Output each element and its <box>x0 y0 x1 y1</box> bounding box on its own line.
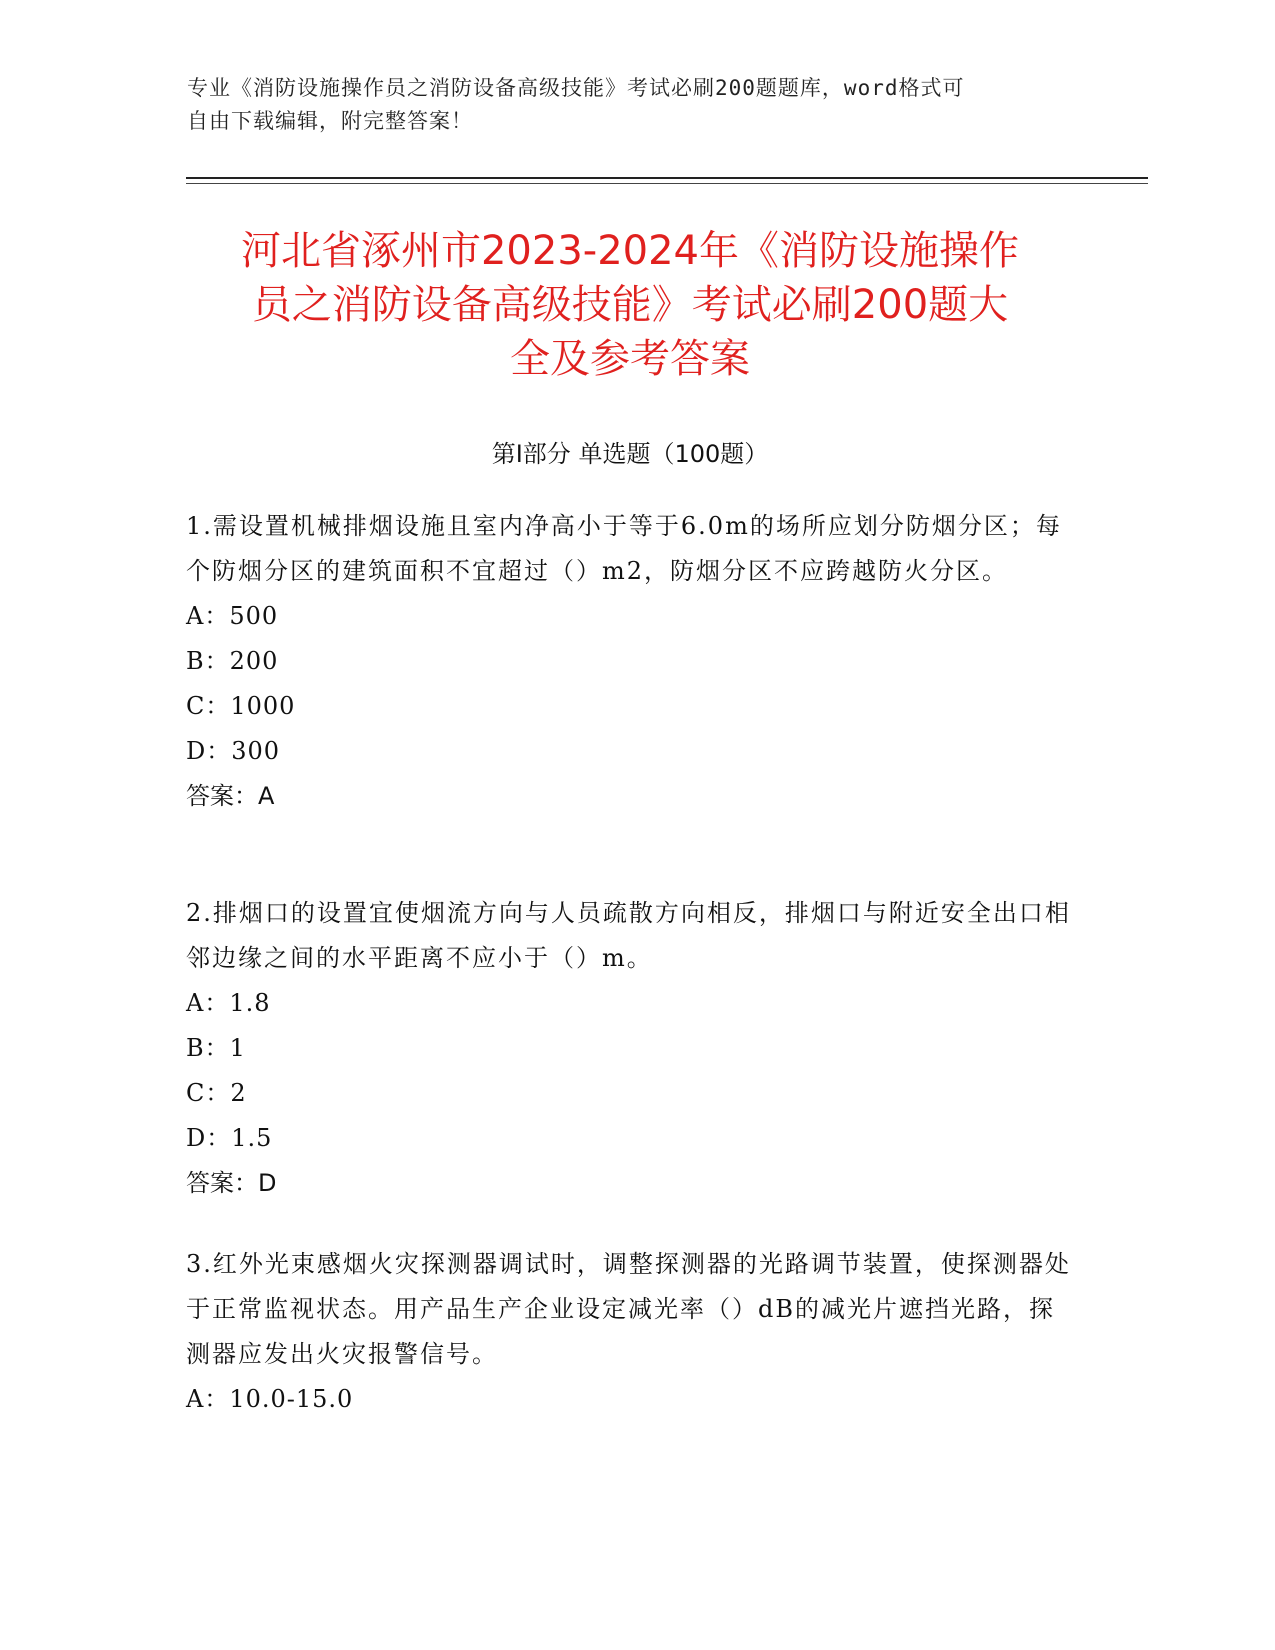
section-heading: 第Ⅰ部分 单选题（100题） <box>491 440 769 468</box>
title-line: 员之消防设备高级技能》考试必刷200题大 <box>251 282 1009 328</box>
question-stem: 3.红外光束感烟火灾探测器调试时，调整探测器的光路调节装置，使探测器处于正常监视状态。用产品生产企业设定减光率（）dB的减光片遮挡光路，探测器应发出火灾报警信号。 <box>186 1250 1071 1368</box>
option-c: C：1000 <box>186 692 296 720</box>
option-a: A：500 <box>186 602 279 630</box>
option-d: D：1.5 <box>186 1124 273 1152</box>
header-divider-thin <box>186 183 1148 184</box>
document-title <box>190 224 1070 386</box>
option-b: B：1 <box>186 1034 246 1062</box>
header-divider <box>186 177 1148 179</box>
question-stem: 1.需设置机械排烟设施且室内净高小于等于6.0m的场所应划分防烟分区；每个防烟分区的建筑面积不宜超过（）m2，防烟分区不应跨越防火分区。 <box>186 512 1062 585</box>
option-c: C：2 <box>186 1079 247 1107</box>
question-stem: 2.排烟口的设置宜使烟流方向与人员疏散方向相反，排烟口与附近安全出口相邻边缘之间的水平距离不应小于（）m。 <box>186 899 1071 972</box>
question-1 <box>186 504 1076 819</box>
title-line: 全及参考答案 <box>510 336 750 382</box>
header-note-line: 自由下载编辑，附完整答案！ <box>187 109 473 133</box>
answer: 答案：D <box>186 1169 277 1197</box>
option-d: D：300 <box>186 737 281 765</box>
question-2 <box>186 891 1076 1206</box>
question-3 <box>186 1242 1076 1422</box>
answer: 答案：A <box>186 782 275 810</box>
option-a: A：1.8 <box>186 989 271 1017</box>
option-b: B：200 <box>186 647 279 675</box>
header-note-line: 专业《消防设施操作员之消防设备高级技能》考试必刷200题题库，word格式可 <box>187 76 965 100</box>
title-line: 河北省涿州市2023-2024年《消防设施操作 <box>240 228 1020 274</box>
header-note <box>187 72 1067 138</box>
option-a: A：10.0-15.0 <box>186 1385 354 1413</box>
